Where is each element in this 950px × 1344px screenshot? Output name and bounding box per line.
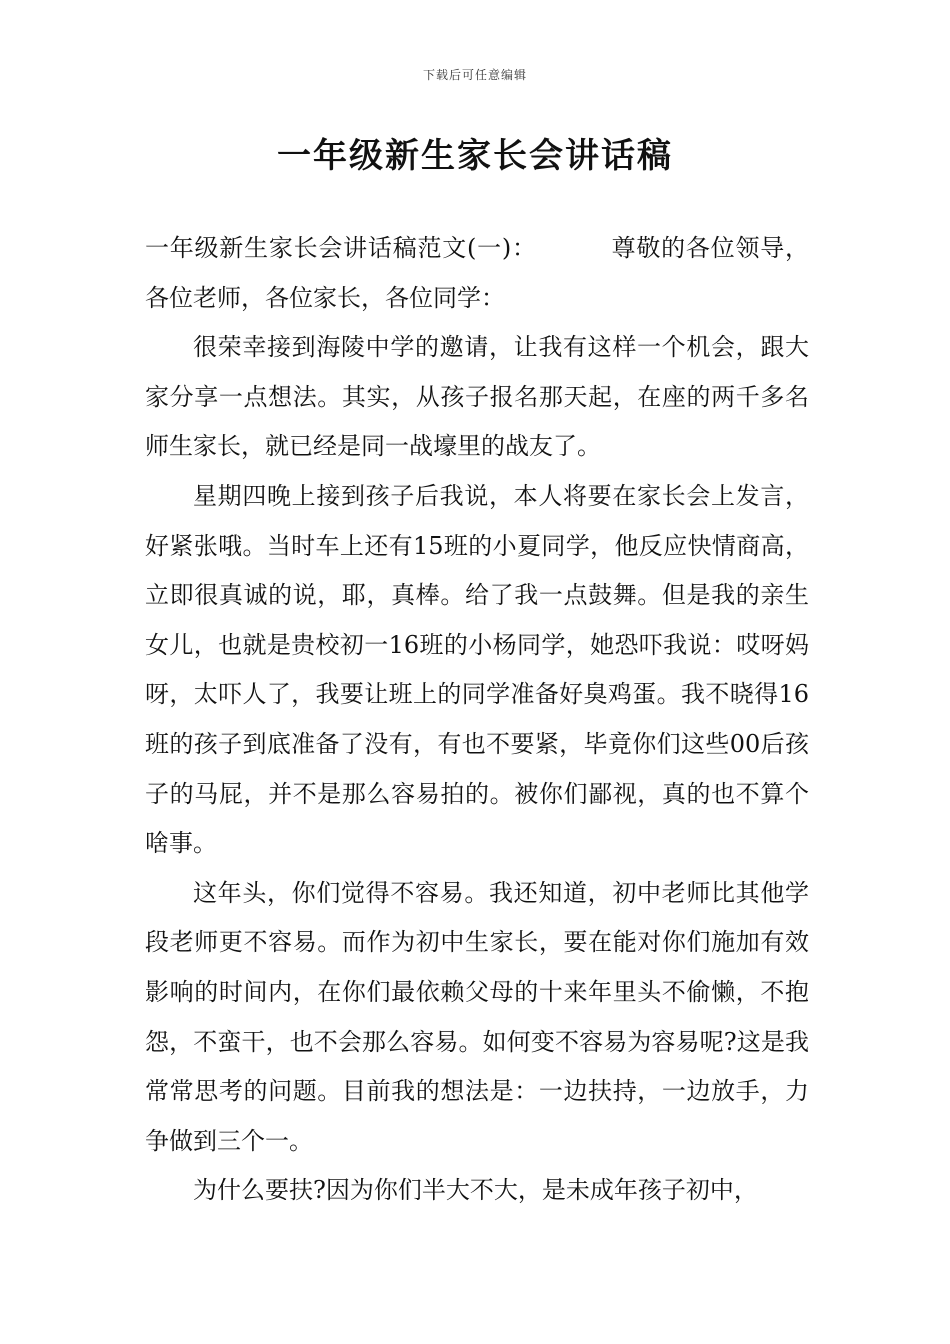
greeting: 尊敬的各位领导，各位老师，各位家长，各位同学： xyxy=(145,234,809,312)
paragraph-1: 很荣幸接到海陵中学的邀请，让我有这样一个机会，跟大家分享一点想法。其实，从孩子报名那天起，在座的两千多名师生家长，就已经是同一战壕里的战友了。 xyxy=(145,333,809,461)
header-note: 下载后可任意编辑 xyxy=(422,68,527,82)
paragraph-3: 这年头，你们觉得不容易。我还知道，初中老师比其他学段老师更不容易。而作为初中生家长，要在能对你们施加有效影响的时间内，在你们最依赖父母的十来年里头不偷懒，不抱怨，不蛮干，也不会那么容易。如何变不容易为容易呢?这是我常常思考的问题。目前我的想法是：一边扶持，一边放手，力争做到三个一。 xyxy=(145,878,809,1155)
paragraph-2: 星期四晚上接到孩子后我说，本人将要在家长会上发言，好紧张哦。当时车上还有15班的小夏同学，他反应快情商高，立即很真诚的说，耶，真棒。给了我一点鼓舞。但是我的亲生女儿，也就是贵校初一16班的小杨同学，她恐吓我说：哎呀妈呀，太吓人了，我要让班上的同学准备好臭鸡蛋。我不晓得16班的孩子到底准备了没有，有也不要紧，毕竟你们这些00后孩子的马屁，并不是那么容易拍的。被你们鄙视，真的也不算个啥事。 xyxy=(145,481,809,858)
document-body xyxy=(145,224,809,1216)
intro-label: 一年级新生家长会讲话稿范文(一)： xyxy=(145,234,537,262)
intro-paragraph xyxy=(145,224,809,323)
document-title: 一年级新生家长会讲话稿 xyxy=(277,136,673,176)
paragraph-4: 为什么要扶?因为你们半大不大，是未成年孩子初中， xyxy=(193,1176,758,1205)
